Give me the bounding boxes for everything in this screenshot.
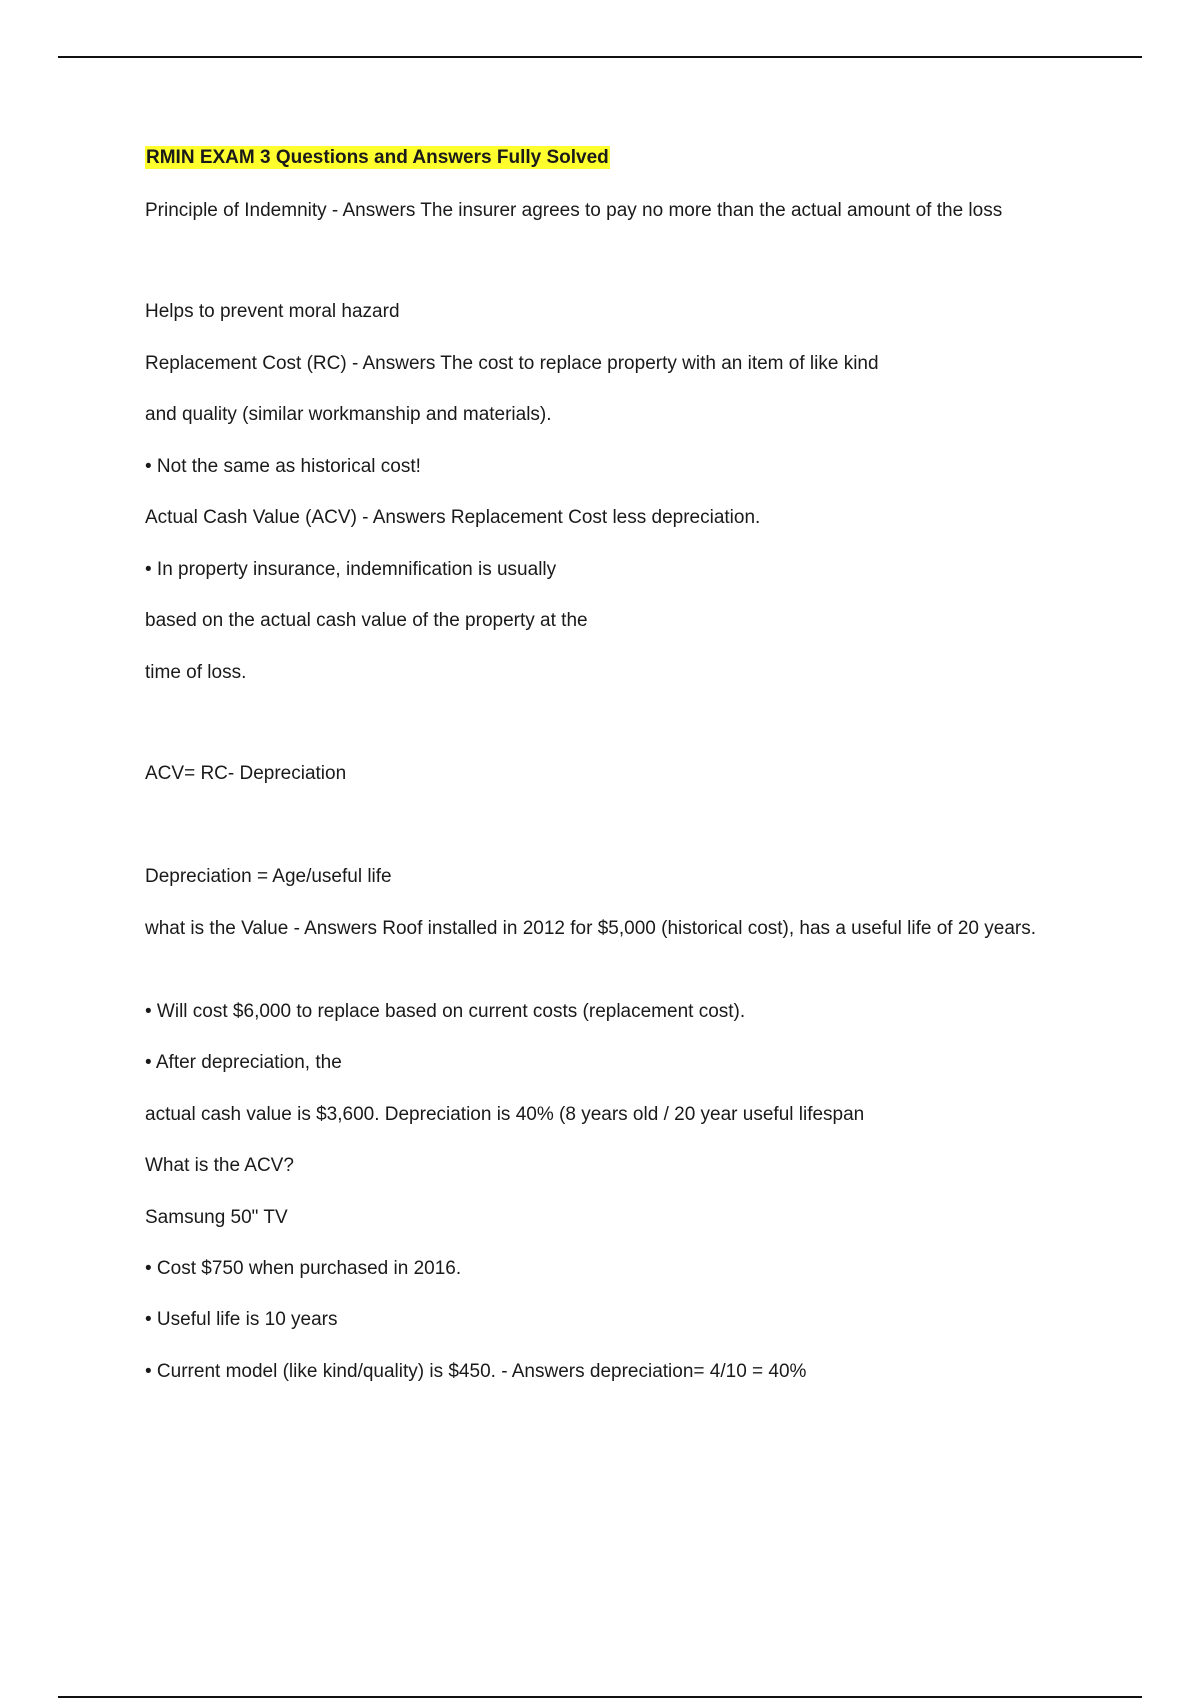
- question-what-is-acv: What is the ACV?: [145, 1155, 294, 1176]
- text-line-like-kind-quality: and quality (similar workmanship and materials).: [145, 404, 552, 425]
- text-line-acv-result: actual cash value is $3,600. Depreciation is 40% (8 years old / 20 year useful lifespan: [145, 1104, 865, 1125]
- formula-acv: ACV= RC- Depreciation: [145, 763, 347, 784]
- text-line-samsung-tv: Samsung 50" TV: [145, 1207, 288, 1228]
- text-line-time-of-loss: time of loss.: [145, 662, 247, 683]
- text-line-roof-value: what is the Value - Answers Roof installed in 2012 for $5,000 (historical cost), has a useful life of 20 years.: [145, 918, 1037, 939]
- text-line-based-on-acv: based on the actual cash value of the property at the: [145, 610, 588, 631]
- footer-rule: [58, 1696, 1142, 1698]
- bullet-not-historical-cost: • Not the same as historical cost!: [145, 456, 421, 477]
- document-title: RMIN EXAM 3 Questions and Answers Fully Solved: [146, 147, 609, 168]
- text-line-principle-of-indemnity: Principle of Indemnity - Answers The insurer agrees to pay no more than the actual amount of the loss: [145, 200, 1003, 221]
- text-line-actual-cash-value: Actual Cash Value (ACV) - Answers Replacement Cost less depreciation.: [145, 507, 761, 528]
- bullet-property-insurance: • In property insurance, indemnification is usually: [145, 559, 557, 580]
- formula-depreciation: Depreciation = Age/useful life: [145, 866, 392, 887]
- text-line-replacement-cost: Replacement Cost (RC) - Answers The cost to replace property with an item of like kind: [145, 353, 879, 374]
- text-line-moral-hazard: Helps to prevent moral hazard: [145, 301, 400, 322]
- bullet-tv-cost: • Cost $750 when purchased in 2016.: [145, 1258, 462, 1279]
- bullet-replacement-cost: • Will cost $6,000 to replace based on current costs (replacement cost).: [145, 1001, 746, 1022]
- document-title-line: [145, 143, 1085, 173]
- bullet-tv-useful-life: • Useful life is 10 years: [145, 1309, 338, 1330]
- header-rule: [58, 56, 1142, 58]
- bullet-tv-current-model: • Current model (like kind/quality) is $450. - Answers depreciation= 4/10 = 40%: [145, 1361, 807, 1382]
- bullet-after-depreciation: • After depreciation, the: [145, 1052, 342, 1073]
